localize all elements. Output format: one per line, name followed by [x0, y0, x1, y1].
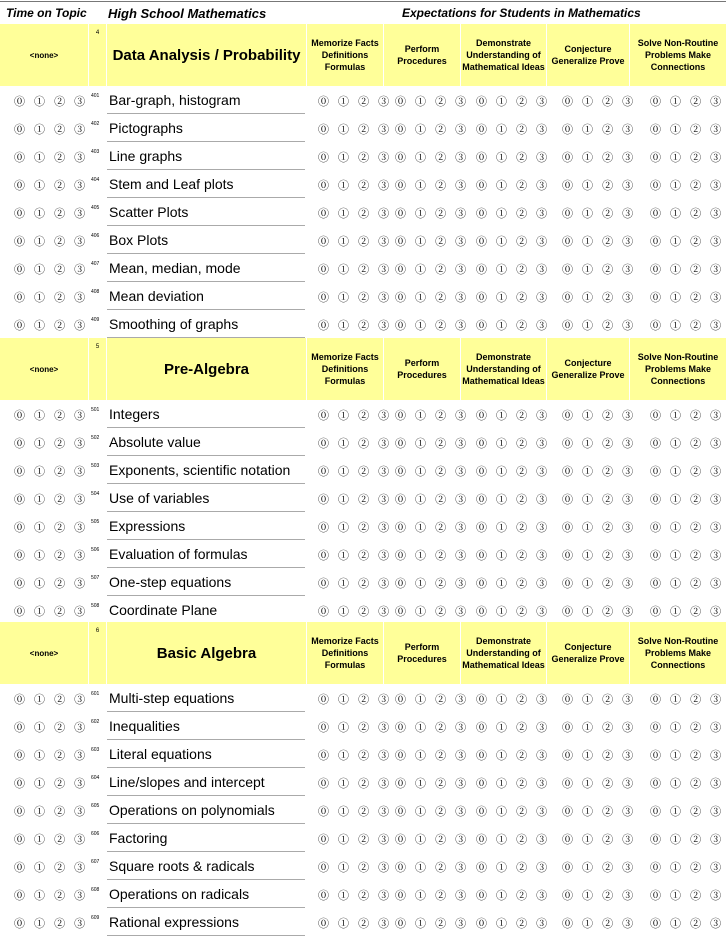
- expectation-header: Demonstrate Understanding of Mathematical Ideas: [461, 622, 546, 684]
- expectation-rating-bubbles[interactable]: ⓪ ① ② ③: [318, 834, 393, 846]
- topic-code: 408: [91, 289, 100, 295]
- topic-row: [0, 198, 726, 226]
- expectation-header: Conjecture Generalize Prove: [547, 622, 629, 684]
- expectation-rating-bubbles[interactable]: ⓪ ① ② ③: [318, 236, 393, 248]
- expectation-header: Memorize Facts Definitions Formulas: [307, 622, 383, 684]
- expectation-rating-bubbles[interactable]: ⓪ ① ② ③: [650, 292, 725, 304]
- expectation-rating-bubbles[interactable]: ⓪ ① ② ③: [318, 180, 393, 192]
- expectation-rating-bubbles[interactable]: ⓪ ① ② ③: [650, 180, 725, 192]
- expectation-rating-bubbles[interactable]: ⓪ ① ② ③: [562, 152, 637, 164]
- expectation-rating-bubbles[interactable]: ⓪ ① ② ③: [650, 578, 725, 590]
- expectation-rating-bubbles[interactable]: ⓪ ① ② ③: [395, 96, 470, 108]
- time-rating-bubbles[interactable]: ⓪ ① ② ③: [14, 862, 89, 874]
- expectation-rating-bubbles[interactable]: ⓪ ① ② ③: [562, 862, 637, 874]
- expectation-rating-bubbles[interactable]: ⓪ ① ② ③: [395, 578, 470, 590]
- expectation-rating-bubbles[interactable]: ⓪ ① ② ③: [395, 494, 470, 506]
- topic-code: 507: [91, 575, 100, 581]
- expectation-rating-bubbles[interactable]: ⓪ ① ② ③: [476, 264, 551, 276]
- topic-label: Square roots & radicals: [109, 858, 255, 874]
- topic-label: Multi-step equations: [109, 690, 235, 706]
- section-header-band: [0, 338, 726, 400]
- expectation-rating-bubbles[interactable]: ⓪ ① ② ③: [395, 550, 470, 562]
- section-number: 5: [89, 338, 106, 400]
- expectation-rating-bubbles[interactable]: ⓪ ① ② ③: [395, 750, 470, 762]
- topic-label: Expressions: [109, 518, 186, 534]
- topic-code: 409: [91, 317, 100, 323]
- expectation-rating-bubbles[interactable]: ⓪ ① ② ③: [562, 550, 637, 562]
- expectation-rating-bubbles[interactable]: ⓪ ① ② ③: [562, 578, 637, 590]
- topic-label: Absolute value: [109, 434, 201, 450]
- expectation-rating-bubbles[interactable]: ⓪ ① ② ③: [318, 750, 393, 762]
- expectation-rating-bubbles[interactable]: ⓪ ① ② ③: [318, 550, 393, 562]
- expectation-rating-bubbles[interactable]: ⓪ ① ② ③: [395, 236, 470, 248]
- expectation-rating-bubbles[interactable]: ⓪ ① ② ③: [476, 320, 551, 332]
- topic-code: 609: [91, 915, 100, 921]
- expectation-rating-bubbles[interactable]: ⓪ ① ② ③: [318, 292, 393, 304]
- expectation-rating-bubbles[interactable]: ⓪ ① ② ③: [318, 778, 393, 790]
- topic-label: Smoothing of graphs: [109, 316, 239, 332]
- expectation-rating-bubbles[interactable]: ⓪ ① ② ③: [318, 152, 393, 164]
- expectation-rating-bubbles[interactable]: ⓪ ① ② ③: [650, 550, 725, 562]
- expectation-rating-bubbles[interactable]: ⓪ ① ② ③: [476, 466, 551, 478]
- section-title: Basic Algebra: [107, 622, 306, 684]
- time-rating-bubbles[interactable]: ⓪ ① ② ③: [14, 494, 89, 506]
- topic-code: 403: [91, 149, 100, 155]
- time-rating-bubbles[interactable]: ⓪ ① ② ③: [14, 292, 89, 304]
- none-label: <none>: [0, 24, 88, 86]
- expectation-rating-bubbles[interactable]: ⓪ ① ② ③: [476, 180, 551, 192]
- expectation-header: Solve Non-Routine Problems Make Connections: [630, 24, 726, 86]
- time-rating-bubbles[interactable]: ⓪ ① ② ③: [14, 694, 89, 706]
- topic-row: [0, 512, 726, 540]
- expectation-rating-bubbles[interactable]: ⓪ ① ② ③: [650, 750, 725, 762]
- expectation-rating-bubbles[interactable]: ⓪ ① ② ③: [318, 438, 393, 450]
- expectation-rating-bubbles[interactable]: ⓪ ① ② ③: [395, 292, 470, 304]
- expectation-rating-bubbles[interactable]: ⓪ ① ② ③: [562, 918, 637, 930]
- expectation-rating-bubbles[interactable]: ⓪ ① ② ③: [476, 124, 551, 136]
- expectation-header: Perform Procedures: [384, 24, 460, 86]
- expectation-header: Memorize Facts Definitions Formulas: [307, 24, 383, 86]
- expectation-rating-bubbles[interactable]: ⓪ ① ② ③: [476, 208, 551, 220]
- expectation-rating-bubbles[interactable]: ⓪ ① ② ③: [395, 918, 470, 930]
- topic-row: [0, 796, 726, 824]
- expectation-rating-bubbles[interactable]: ⓪ ① ② ③: [650, 410, 725, 422]
- expectation-rating-bubbles[interactable]: ⓪ ① ② ③: [650, 466, 725, 478]
- expectation-rating-bubbles[interactable]: ⓪ ① ② ③: [562, 750, 637, 762]
- expectation-rating-bubbles[interactable]: ⓪ ① ② ③: [476, 890, 551, 902]
- topic-label: Integers: [109, 406, 160, 422]
- expectation-rating-bubbles[interactable]: ⓪ ① ② ③: [562, 778, 637, 790]
- expectation-rating-bubbles[interactable]: ⓪ ① ② ③: [476, 438, 551, 450]
- expectation-rating-bubbles[interactable]: ⓪ ① ② ③: [562, 320, 637, 332]
- expectation-rating-bubbles[interactable]: ⓪ ① ② ③: [562, 606, 637, 618]
- time-rating-bubbles[interactable]: ⓪ ① ② ③: [14, 778, 89, 790]
- expectation-rating-bubbles[interactable]: ⓪ ① ② ③: [395, 124, 470, 136]
- expectation-rating-bubbles[interactable]: ⓪ ① ② ③: [476, 152, 551, 164]
- expectation-rating-bubbles[interactable]: ⓪ ① ② ③: [476, 236, 551, 248]
- expectation-rating-bubbles[interactable]: ⓪ ① ② ③: [562, 208, 637, 220]
- topic-row: [0, 428, 726, 456]
- expectation-rating-bubbles[interactable]: ⓪ ① ② ③: [650, 834, 725, 846]
- expectation-rating-bubbles[interactable]: ⓪ ① ② ③: [318, 694, 393, 706]
- topic-row: [0, 114, 726, 142]
- expectation-rating-bubbles[interactable]: ⓪ ① ② ③: [318, 606, 393, 618]
- expectation-rating-bubbles[interactable]: ⓪ ① ② ③: [476, 778, 551, 790]
- expectation-header: Demonstrate Understanding of Mathematical Ideas: [461, 24, 546, 86]
- topic-code: 508: [91, 603, 100, 609]
- topic-row: [0, 712, 726, 740]
- expectation-rating-bubbles[interactable]: ⓪ ① ② ③: [562, 722, 637, 734]
- expectation-rating-bubbles[interactable]: ⓪ ① ② ③: [318, 862, 393, 874]
- expectation-rating-bubbles[interactable]: ⓪ ① ② ③: [476, 722, 551, 734]
- expectation-rating-bubbles[interactable]: ⓪ ① ② ③: [562, 806, 637, 818]
- expectation-rating-bubbles[interactable]: ⓪ ① ② ③: [476, 410, 551, 422]
- topic-row: [0, 170, 726, 198]
- expectation-rating-bubbles[interactable]: ⓪ ① ② ③: [395, 466, 470, 478]
- expectation-rating-bubbles[interactable]: ⓪ ① ② ③: [650, 320, 725, 332]
- topic-code: 505: [91, 519, 100, 525]
- section-title: Data Analysis / Probability: [107, 24, 306, 86]
- expectation-rating-bubbles[interactable]: ⓪ ① ② ③: [395, 320, 470, 332]
- expectation-header: Conjecture Generalize Prove: [547, 24, 629, 86]
- expectation-rating-bubbles[interactable]: ⓪ ① ② ③: [395, 778, 470, 790]
- topic-label: Literal equations: [109, 746, 212, 762]
- expectation-rating-bubbles[interactable]: ⓪ ① ② ③: [562, 438, 637, 450]
- topic-label: Factoring: [109, 830, 168, 846]
- expectation-header: Memorize Facts Definitions Formulas: [307, 338, 383, 400]
- expectation-rating-bubbles[interactable]: ⓪ ① ② ③: [650, 722, 725, 734]
- expectation-rating-bubbles[interactable]: ⓪ ① ② ③: [476, 550, 551, 562]
- expectation-rating-bubbles[interactable]: ⓪ ① ② ③: [562, 264, 637, 276]
- time-rating-bubbles[interactable]: ⓪ ① ② ③: [14, 750, 89, 762]
- expectation-rating-bubbles[interactable]: ⓪ ① ② ③: [476, 750, 551, 762]
- topic-row: [0, 540, 726, 568]
- expectation-rating-bubbles[interactable]: ⓪ ① ② ③: [650, 694, 725, 706]
- topic-row: [0, 254, 726, 282]
- topic-row: [0, 852, 726, 880]
- expectation-header: Perform Procedures: [384, 338, 460, 400]
- time-rating-bubbles[interactable]: ⓪ ① ② ③: [14, 264, 89, 276]
- expectation-rating-bubbles[interactable]: ⓪ ① ② ③: [650, 124, 725, 136]
- time-rating-bubbles[interactable]: ⓪ ① ② ③: [14, 208, 89, 220]
- topic-label: Bar-graph, histogram: [109, 92, 241, 108]
- subject-header: High School Mathematics: [108, 6, 267, 21]
- expectation-rating-bubbles[interactable]: ⓪ ① ② ③: [395, 180, 470, 192]
- expectation-rating-bubbles[interactable]: ⓪ ① ② ③: [395, 410, 470, 422]
- topic-code: 404: [91, 177, 100, 183]
- expectation-rating-bubbles[interactable]: ⓪ ① ② ③: [650, 208, 725, 220]
- topic-row: [0, 768, 726, 796]
- topic-code: 607: [91, 859, 100, 865]
- topic-label: Mean, median, mode: [109, 260, 241, 276]
- time-rating-bubbles[interactable]: ⓪ ① ② ③: [14, 578, 89, 590]
- expectation-rating-bubbles[interactable]: ⓪ ① ② ③: [395, 438, 470, 450]
- time-rating-bubbles[interactable]: ⓪ ① ② ③: [14, 180, 89, 192]
- expectation-rating-bubbles[interactable]: ⓪ ① ② ③: [395, 834, 470, 846]
- topic-row: [0, 684, 726, 712]
- topic-code: 504: [91, 491, 100, 497]
- expectation-rating-bubbles[interactable]: ⓪ ① ② ③: [562, 890, 637, 902]
- topic-label: Exponents, scientific notation: [109, 462, 291, 478]
- time-rating-bubbles[interactable]: ⓪ ① ② ③: [14, 320, 89, 332]
- topic-label: Operations on radicals: [109, 886, 250, 902]
- expectation-rating-bubbles[interactable]: ⓪ ① ② ③: [562, 694, 637, 706]
- expectation-rating-bubbles[interactable]: ⓪ ① ② ③: [650, 606, 725, 618]
- expectation-rating-bubbles[interactable]: ⓪ ① ② ③: [395, 722, 470, 734]
- time-rating-bubbles[interactable]: ⓪ ① ② ③: [14, 890, 89, 902]
- expectation-rating-bubbles[interactable]: ⓪ ① ② ③: [395, 694, 470, 706]
- expectation-rating-bubbles[interactable]: ⓪ ① ② ③: [395, 152, 470, 164]
- expectation-rating-bubbles[interactable]: ⓪ ① ② ③: [650, 96, 725, 108]
- topic-code: 503: [91, 463, 100, 469]
- expectation-rating-bubbles[interactable]: ⓪ ① ② ③: [395, 806, 470, 818]
- topic-row: [0, 880, 726, 908]
- expectation-rating-bubbles[interactable]: ⓪ ① ② ③: [318, 410, 393, 422]
- expectations-header: Expectations for Students in Mathematics: [402, 6, 641, 20]
- time-rating-bubbles[interactable]: ⓪ ① ② ③: [14, 152, 89, 164]
- expectation-rating-bubbles[interactable]: ⓪ ① ② ③: [650, 152, 725, 164]
- expectation-header: Demonstrate Understanding of Mathematical Ideas: [461, 338, 546, 400]
- expectation-rating-bubbles[interactable]: ⓪ ① ② ③: [318, 522, 393, 534]
- expectation-rating-bubbles[interactable]: ⓪ ① ② ③: [476, 292, 551, 304]
- expectation-rating-bubbles[interactable]: ⓪ ① ② ③: [318, 124, 393, 136]
- topic-code: 502: [91, 435, 100, 441]
- expectation-header: Solve Non-Routine Problems Make Connections: [630, 622, 726, 684]
- expectation-rating-bubbles[interactable]: ⓪ ① ② ③: [476, 806, 551, 818]
- topic-row: [0, 824, 726, 852]
- topic-row: [0, 908, 726, 936]
- section-header-band: [0, 622, 726, 684]
- expectation-rating-bubbles[interactable]: ⓪ ① ② ③: [318, 918, 393, 930]
- expectation-rating-bubbles[interactable]: ⓪ ① ② ③: [650, 890, 725, 902]
- topic-label: Stem and Leaf plots: [109, 176, 234, 192]
- expectation-rating-bubbles[interactable]: ⓪ ① ② ③: [318, 578, 393, 590]
- expectation-rating-bubbles[interactable]: ⓪ ① ② ③: [476, 606, 551, 618]
- expectation-rating-bubbles[interactable]: ⓪ ① ② ③: [650, 264, 725, 276]
- time-rating-bubbles[interactable]: ⓪ ① ② ③: [14, 834, 89, 846]
- topic-row: [0, 400, 726, 428]
- expectation-rating-bubbles[interactable]: ⓪ ① ② ③: [476, 834, 551, 846]
- expectation-rating-bubbles[interactable]: ⓪ ① ② ③: [476, 494, 551, 506]
- expectation-rating-bubbles[interactable]: ⓪ ① ② ③: [318, 806, 393, 818]
- time-rating-bubbles[interactable]: ⓪ ① ② ③: [14, 806, 89, 818]
- section-title: Pre-Algebra: [107, 338, 306, 400]
- topic-row: [0, 740, 726, 768]
- time-rating-bubbles[interactable]: ⓪ ① ② ③: [14, 522, 89, 534]
- section-number: 6: [89, 622, 106, 684]
- topic-row: [0, 282, 726, 310]
- none-label: <none>: [0, 622, 88, 684]
- expectation-rating-bubbles[interactable]: ⓪ ① ② ③: [650, 862, 725, 874]
- topic-code: 604: [91, 775, 100, 781]
- expectation-rating-bubbles[interactable]: ⓪ ① ② ③: [562, 410, 637, 422]
- none-label: <none>: [0, 338, 88, 400]
- topic-code: 605: [91, 803, 100, 809]
- expectation-rating-bubbles[interactable]: ⓪ ① ② ③: [318, 466, 393, 478]
- expectation-rating-bubbles[interactable]: ⓪ ① ② ③: [650, 806, 725, 818]
- expectation-rating-bubbles[interactable]: ⓪ ① ② ③: [395, 522, 470, 534]
- time-rating-bubbles[interactable]: ⓪ ① ② ③: [14, 124, 89, 136]
- time-rating-bubbles[interactable]: ⓪ ① ② ③: [14, 918, 89, 930]
- expectation-rating-bubbles[interactable]: ⓪ ① ② ③: [562, 834, 637, 846]
- topic-label: Scatter Plots: [109, 204, 189, 220]
- expectation-rating-bubbles[interactable]: ⓪ ① ② ③: [318, 264, 393, 276]
- topic-code: 407: [91, 261, 100, 267]
- topic-label: Rational expressions: [109, 914, 239, 930]
- expectation-rating-bubbles[interactable]: ⓪ ① ② ③: [476, 96, 551, 108]
- topic-label: Use of variables: [109, 490, 210, 506]
- time-rating-bubbles[interactable]: ⓪ ① ② ③: [14, 722, 89, 734]
- topic-label: Box Plots: [109, 232, 169, 248]
- topic-label: Line/slopes and intercept: [109, 774, 265, 790]
- topic-code: 501: [91, 407, 100, 413]
- topic-code: 406: [91, 233, 100, 239]
- expectation-rating-bubbles[interactable]: ⓪ ① ② ③: [650, 438, 725, 450]
- topic-code: 603: [91, 747, 100, 753]
- expectation-rating-bubbles[interactable]: ⓪ ① ② ③: [318, 208, 393, 220]
- topic-code: 506: [91, 547, 100, 553]
- topic-label: Coordinate Plane: [109, 602, 218, 618]
- topic-label: One-step equations: [109, 574, 232, 590]
- expectation-rating-bubbles[interactable]: ⓪ ① ② ③: [562, 466, 637, 478]
- topic-code: 601: [91, 691, 100, 697]
- expectation-rating-bubbles[interactable]: ⓪ ① ② ③: [395, 208, 470, 220]
- topic-code: 401: [91, 93, 100, 99]
- expectation-rating-bubbles[interactable]: ⓪ ① ② ③: [650, 918, 725, 930]
- time-rating-bubbles[interactable]: ⓪ ① ② ③: [14, 236, 89, 248]
- expectation-rating-bubbles[interactable]: ⓪ ① ② ③: [395, 264, 470, 276]
- expectation-rating-bubbles[interactable]: ⓪ ① ② ③: [650, 494, 725, 506]
- expectation-rating-bubbles[interactable]: ⓪ ① ② ③: [650, 778, 725, 790]
- time-rating-bubbles[interactable]: ⓪ ① ② ③: [14, 606, 89, 618]
- expectation-rating-bubbles[interactable]: ⓪ ① ② ③: [318, 96, 393, 108]
- expectation-rating-bubbles[interactable]: ⓪ ① ② ③: [562, 522, 637, 534]
- time-rating-bubbles[interactable]: ⓪ ① ② ③: [14, 466, 89, 478]
- topic-label: Mean deviation: [109, 288, 204, 304]
- expectation-rating-bubbles[interactable]: ⓪ ① ② ③: [650, 522, 725, 534]
- expectation-rating-bubbles[interactable]: ⓪ ① ② ③: [562, 180, 637, 192]
- expectation-rating-bubbles[interactable]: ⓪ ① ② ③: [476, 694, 551, 706]
- expectation-header: Conjecture Generalize Prove: [547, 338, 629, 400]
- expectation-rating-bubbles[interactable]: ⓪ ① ② ③: [476, 578, 551, 590]
- expectation-rating-bubbles[interactable]: ⓪ ① ② ③: [562, 292, 637, 304]
- expectation-rating-bubbles[interactable]: ⓪ ① ② ③: [562, 96, 637, 108]
- expectation-rating-bubbles[interactable]: ⓪ ① ② ③: [562, 124, 637, 136]
- expectation-rating-bubbles[interactable]: ⓪ ① ② ③: [395, 862, 470, 874]
- expectation-rating-bubbles[interactable]: ⓪ ① ② ③: [650, 236, 725, 248]
- topic-row: [0, 568, 726, 596]
- expectation-rating-bubbles[interactable]: ⓪ ① ② ③: [318, 890, 393, 902]
- expectation-rating-bubbles[interactable]: ⓪ ① ② ③: [395, 890, 470, 902]
- topic-row: [0, 456, 726, 484]
- top-rule: [0, 1, 726, 2]
- time-rating-bubbles[interactable]: ⓪ ① ② ③: [14, 550, 89, 562]
- section-header-band: [0, 24, 726, 86]
- topic-label: Inequalities: [109, 718, 180, 734]
- topic-code: 602: [91, 719, 100, 725]
- topic-label: Operations on polynomials: [109, 802, 275, 818]
- expectation-rating-bubbles[interactable]: ⓪ ① ② ③: [476, 918, 551, 930]
- time-on-topic-header: Time on Topic: [6, 6, 87, 20]
- expectation-rating-bubbles[interactable]: ⓪ ① ② ③: [476, 522, 551, 534]
- expectation-rating-bubbles[interactable]: ⓪ ① ② ③: [395, 606, 470, 618]
- expectation-header: Perform Procedures: [384, 622, 460, 684]
- topic-row: [0, 86, 726, 114]
- topic-code: 608: [91, 887, 100, 893]
- expectation-header: Solve Non-Routine Problems Make Connections: [630, 338, 726, 400]
- expectation-rating-bubbles[interactable]: ⓪ ① ② ③: [476, 862, 551, 874]
- topic-row: [0, 310, 726, 338]
- topic-row: [0, 226, 726, 254]
- expectation-rating-bubbles[interactable]: ⓪ ① ② ③: [318, 722, 393, 734]
- topic-code: 606: [91, 831, 100, 837]
- expectation-rating-bubbles[interactable]: ⓪ ① ② ③: [562, 236, 637, 248]
- topic-label: Evaluation of formulas: [109, 546, 248, 562]
- expectation-rating-bubbles[interactable]: ⓪ ① ② ③: [562, 494, 637, 506]
- topic-label: Line graphs: [109, 148, 183, 164]
- expectation-rating-bubbles[interactable]: ⓪ ① ② ③: [318, 320, 393, 332]
- topic-row: [0, 596, 726, 624]
- expectation-rating-bubbles[interactable]: ⓪ ① ② ③: [318, 494, 393, 506]
- time-rating-bubbles[interactable]: ⓪ ① ② ③: [14, 96, 89, 108]
- topic-row: [0, 484, 726, 512]
- section-number: 4: [89, 24, 106, 86]
- topic-label: Pictographs: [109, 120, 183, 136]
- topic-row: [0, 142, 726, 170]
- time-rating-bubbles[interactable]: ⓪ ① ② ③: [14, 410, 89, 422]
- topic-code: 405: [91, 205, 100, 211]
- time-rating-bubbles[interactable]: ⓪ ① ② ③: [14, 438, 89, 450]
- topic-code: 402: [91, 121, 100, 127]
